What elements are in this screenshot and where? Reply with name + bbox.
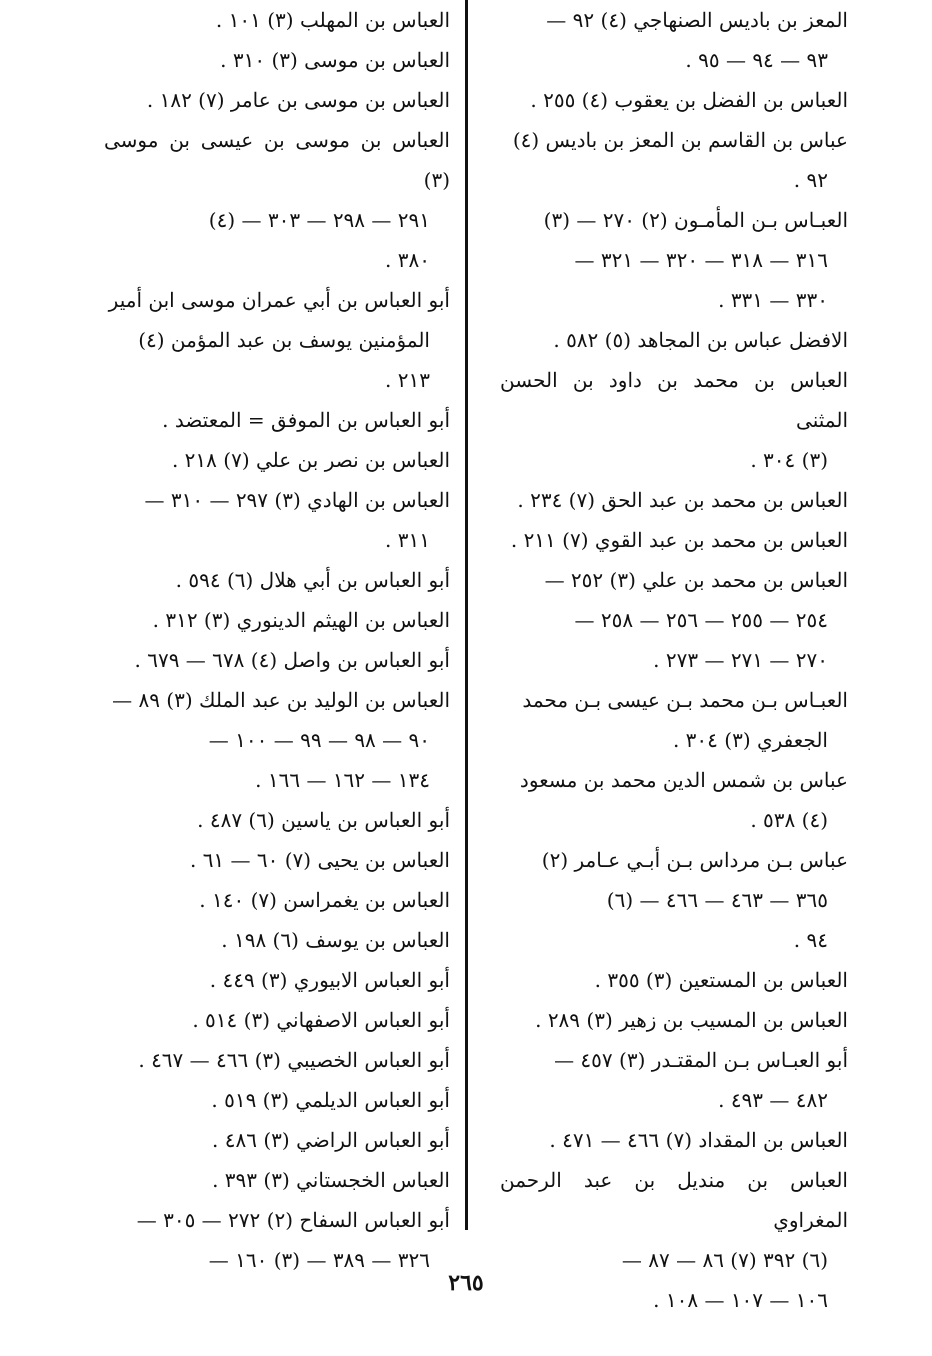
index-entry: العبـاس بـن المأمـون (٢) ٢٧٠ — (٣): [543, 208, 848, 232]
index-entry-continuation: (٣) ٣٠٤ .: [750, 448, 828, 472]
index-entry: العباس بن محمد بن عبد القوي (٧) ٢١١ .: [510, 528, 848, 552]
index-entry-continuation: ٣٦٥ — ٤٦٣ — ٤٦٦ — (٦): [606, 888, 828, 912]
index-entry-continuation: ٣٣٠ — ٣٣١ .: [718, 288, 828, 312]
index-entry: أبو العبـاس بـن المقتـدر (٣) ٤٥٧ —: [554, 1048, 848, 1072]
index-entry-continuation: ٩٤ .: [793, 928, 828, 952]
column-divider: [465, 0, 468, 1230]
index-entry: العباس بن موسى بن عامر (٧) ١٨٢ .: [146, 88, 450, 112]
index-entry: العباس بن المسيب بن زهير (٣) ٢٨٩ .: [535, 1008, 848, 1032]
index-entry: العباس بن المقداد (٧) ٤٦٦ — ٤٧١ .: [549, 1128, 848, 1152]
index-column-left: [104, 0, 450, 1280]
index-entry: أبو العباس بن الموفق = المعتضد .: [162, 408, 450, 432]
index-entry: العباس بن محمد بن علي (٣) ٢٥٢ —: [544, 568, 848, 592]
index-entry: أبو العباس الاصفهاني (٣) ٥١٤ .: [192, 1008, 450, 1032]
index-entry-continuation: (٤) ٥٣٨ .: [750, 808, 828, 832]
index-entry-continuation: ٩٠ — ٩٨ — ٩٩ — ١٠٠ —: [208, 728, 430, 752]
index-entry: عباس بن شمس الدين محمد بن مسعود: [519, 768, 848, 792]
index-entry: العباس بن منديل بن عبد الرحمن المغراوي: [500, 1168, 848, 1232]
index-entry: العباس بن الهادي (٣) ٢٩٧ — ٣١٠ —: [144, 488, 450, 512]
index-entry: العبـاس بـن محمد بـن عيسى بـن محمد: [522, 688, 848, 712]
index-entry: أبو العباس بن واصل (٤) ٦٧٨ — ٦٧٩ .: [134, 648, 450, 672]
index-entry: أبو العباس الابيوري (٣) ٤٤٩ .: [209, 968, 450, 992]
index-entry: أبو العباس الخصيبي (٣) ٤٦٦ — ٤٦٧ .: [138, 1048, 450, 1072]
index-column-right: [500, 0, 848, 1320]
index-entry-continuation: ٢٧٠ — ٢٧١ — ٢٧٣ .: [653, 648, 828, 672]
index-entry: العباس بن المستعين (٣) ٣٥٥ .: [594, 968, 848, 992]
index-entry: العباس بن يوسف (٦) ١٩٨ .: [221, 928, 450, 952]
index-entry: العباس بن الهيثم الدينوري (٣) ٣١٢ .: [152, 608, 450, 632]
index-entry: أبو العباس بن أبي هلال (٦) ٥٩٤ .: [175, 568, 450, 592]
index-entry: العباس بن يحيى (٧) ٦٠ — ٦١ .: [189, 848, 450, 872]
page-number: ٢٦٥: [448, 1270, 484, 1296]
index-entry-continuation: ٤٨٢ — ٤٩٣ .: [718, 1088, 828, 1112]
index-entry: أبو العباس بن ياسين (٦) ٤٨٧ .: [197, 808, 450, 832]
index-entry: العباس بن الوليد بن عبد الملك (٣) ٨٩ —: [112, 688, 450, 712]
index-entry-continuation: ٣١٦ — ٣١٨ — ٣٢٠ — ٣٢١ —: [574, 248, 828, 272]
index-entry: أبو العباس بن أبي عمران موسى ابن أمير: [108, 288, 450, 312]
index-entry: العباس بن محمد بن عبد الحق (٧) ٢٣٤ .: [517, 488, 848, 512]
index-entry-continuation: (٦) ٣٩٢ (٧) ٨٦ — ٨٧ —: [621, 1248, 828, 1272]
index-entry: أبو العباس الديلمي (٣) ٥١٩ .: [211, 1088, 450, 1112]
index-entry-continuation: ٣٢٦ — ٣٨٩ — (٣) ١٦٠ —: [208, 1248, 430, 1272]
index-entry: العباس بن الفضل بن يعقوب (٤) ٢٥٥ .: [530, 88, 848, 112]
index-entry: الافضل عباس بن المجاهد (٥) ٥٨٢ .: [553, 328, 848, 352]
index-entry-continuation: المؤمنين يوسف بن عبد المؤمن (٤): [138, 328, 430, 352]
index-entry: عباس بن القاسم بن المعز بن باديس (٤): [512, 128, 848, 152]
index-entry-continuation: الجعفري (٣) ٣٠٤ .: [672, 728, 828, 752]
index-entry-continuation: ٢٥٤ — ٢٥٥ — ٢٥٦ — ٢٥٨ —: [574, 608, 828, 632]
index-entry: العباس بن موسى (٣) ٣١٠ .: [220, 48, 450, 72]
index-entry: العباس بن نصر بن علي (٧) ٢١٨ .: [171, 448, 450, 472]
index-entry: عباس بـن مرداس بـن أبـي عـامر (٢): [541, 848, 848, 872]
index-entry-continuation: ٣٨٠ .: [385, 248, 430, 272]
index-entry-continuation: ٩٣ — ٩٤ — ٩٥ .: [685, 48, 828, 72]
index-entry: العباس بن يغمراسن (٧) ١٤٠ .: [199, 888, 450, 912]
index-entry: أبو العباس الراضي (٣) ٤٨٦ .: [212, 1128, 450, 1152]
index-entry-continuation: ٩٢ .: [793, 168, 828, 192]
index-entry-continuation: ٣١١ .: [385, 528, 430, 552]
index-entry-continuation: ١٣٤ — ١٦٢ — ١٦٦ .: [255, 768, 430, 792]
index-entry-continuation: ٢٩١ — ٢٩٨ — ٣٠٣ — (٤): [208, 208, 430, 232]
index-entry-continuation: ٢١٣ .: [385, 368, 430, 392]
index-entry: أبو العباس السفاح (٢) ٢٧٢ — ٣٠٥ —: [136, 1208, 450, 1232]
index-entry: العباس بن المهلب (٣) ١٠١ .: [215, 8, 450, 32]
index-entry: العباس بن موسى بن عيسى بن موسى (٣): [104, 128, 450, 192]
index-entry-continuation: ١٠٦ — ١٠٧ — ١٠٨ .: [653, 1288, 828, 1312]
index-entry: العباس الخجستاني (٣) ٣٩٣ .: [212, 1168, 450, 1192]
index-entry: العباس بن محمد بن داود بن الحسن المثنى: [500, 368, 848, 432]
index-entry: المعز بن باديس الصنهاجي (٤) ٩٢ —: [546, 8, 848, 32]
